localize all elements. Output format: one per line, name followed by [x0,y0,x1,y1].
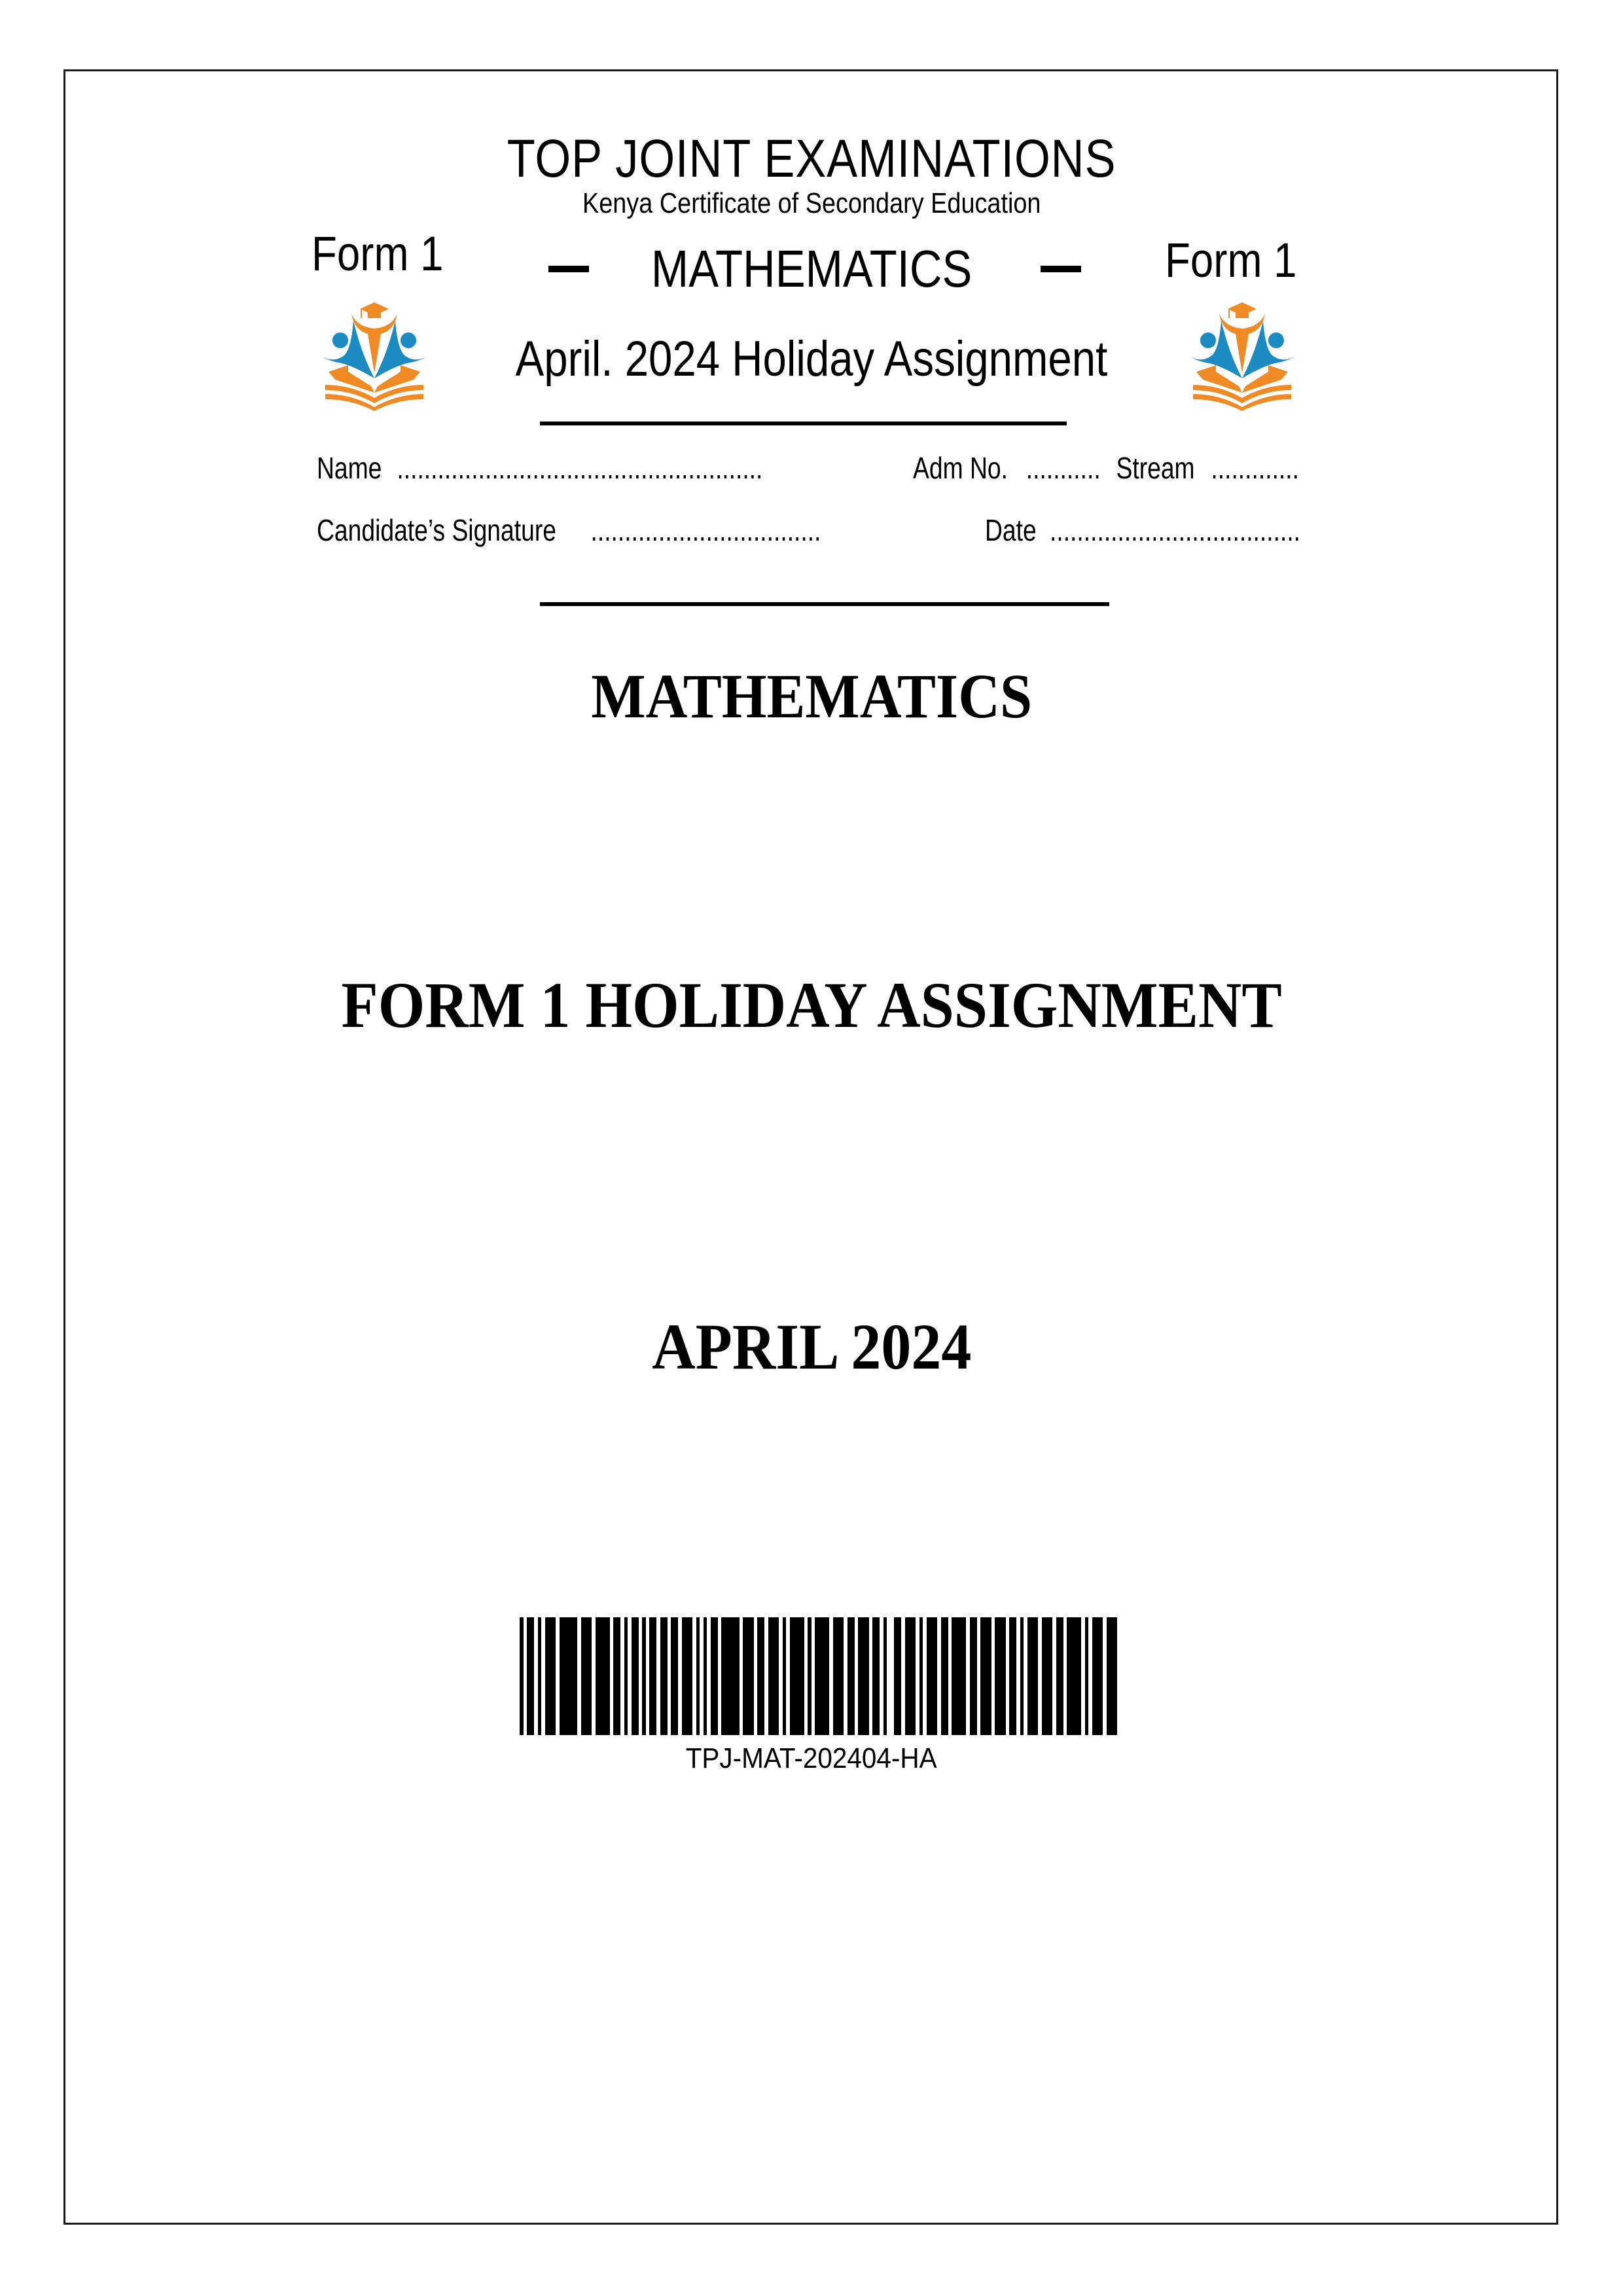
school-logo-icon-right [1183,295,1301,412]
form-label-right: Form 1 [1165,233,1297,287]
page-border [63,69,1558,2225]
organization-subtitle: Kenya Certificate of Secondary Education [582,187,1041,219]
adm-dots: ........... [1026,451,1101,485]
barcode [520,1617,1117,1735]
signature-label: Candidate’s Signature [317,513,556,547]
header-rule-top [540,422,1067,425]
assignment-title: FORM 1 HOLIDAY ASSIGNMENT [341,969,1282,1041]
name-label: Name [317,451,382,485]
assignment-subtitle: April. 2024 Holiday Assignment [515,331,1108,387]
barcode-bar [1114,1617,1118,1735]
stream-dots: ............. [1211,451,1300,485]
form-label-left: Form 1 [312,226,444,281]
name-field[interactable] [317,450,857,486]
barcode-code: TPJ-MAT-202404-HA [686,1742,937,1774]
organization-title: TOP JOINT EXAMINATIONS [507,129,1116,188]
signature-dots: .................................. [590,513,821,547]
signature-field[interactable] [317,512,905,548]
adm-label: Adm No. [913,451,1008,485]
date-field[interactable] [985,512,1366,548]
date-dots: ..................................... [1049,513,1300,547]
adm-stream-field[interactable] [913,450,1353,486]
date-title: APRIL 2024 [651,1310,972,1383]
date-label: Date [985,513,1037,547]
subject-dash-right [1041,266,1081,272]
subject-title: MATHEMATICS [591,661,1032,731]
name-dots: ...................................................... [396,451,762,485]
header-subject: MATHEMATICS [651,240,972,298]
stream-label: Stream [1116,451,1195,485]
header-rule-bottom [540,602,1109,606]
